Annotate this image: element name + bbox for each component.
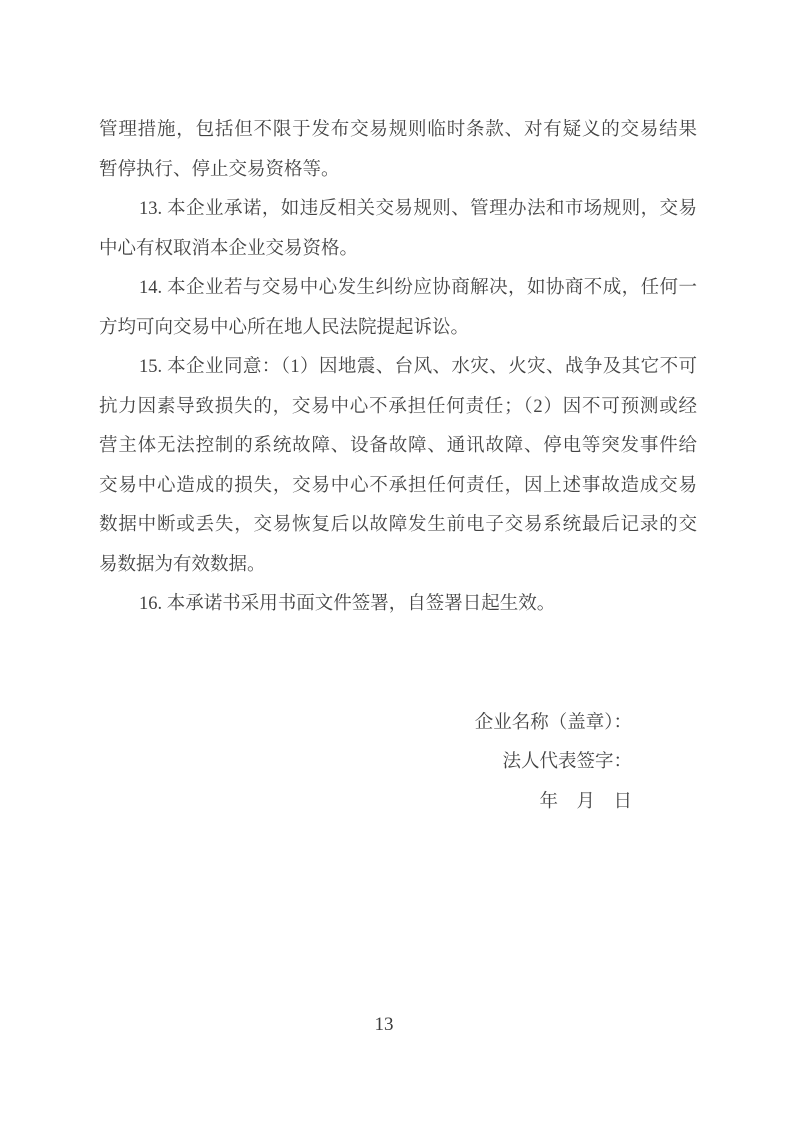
body-line: 数据中断或丢失，交易恢复后以故障发生前电子交易系统最后记录的交 <box>99 515 697 535</box>
body-line-clause-13: 13. 本企业承诺，如违反相关交易规则、管理办法和市场规则，交易 <box>139 199 697 219</box>
body-line-clause-16: 16. 本承诺书采用书面文件签署，自签署日起生效。 <box>139 594 556 614</box>
body-line: 方均可向交易中心所在地人民法院提起诉讼。 <box>99 317 470 338</box>
body-line: 易数据为有效数据。 <box>99 554 266 575</box>
body-line: 抗力因素导致损失的，交易中心不承担任何责任；（2）因不可预测或经 <box>99 396 697 417</box>
signature-legal-rep-label: 法人代表签字： <box>502 752 632 772</box>
signature-company-label: 企业名称（盖章）： <box>474 712 632 733</box>
body-line: 中心有权取消本企业交易资格。 <box>99 238 359 259</box>
body-line-clause-15: 15. 本企业同意：（1）因地震、台风、水灾、火灾、战争及其它不可 <box>139 357 697 377</box>
body-line-clause-14: 14. 本企业若与交易中心发生纠纷应协商解决，如协商不成，任何一 <box>139 278 697 298</box>
blank-line <box>99 625 697 665</box>
blank-line <box>99 664 697 704</box>
body-line: 交易中心造成的损失，交易中心不承担任何责任，因上述事故造成交易 <box>99 475 697 496</box>
body-line: 管理措施，包括但不限于发布交易规则临时条款、对有疑义的交易结果 <box>99 120 697 140</box>
page-number: 13 <box>374 1014 394 1035</box>
document-body <box>99 111 697 822</box>
body-line: 暂停执行、停止交易资格等。 <box>99 159 340 180</box>
body-line: 营主体无法控制的系统故障、设备故障、通讯故障、停电等突发事件给 <box>99 436 697 456</box>
signature-date-label: 年 月 日 <box>539 791 632 812</box>
